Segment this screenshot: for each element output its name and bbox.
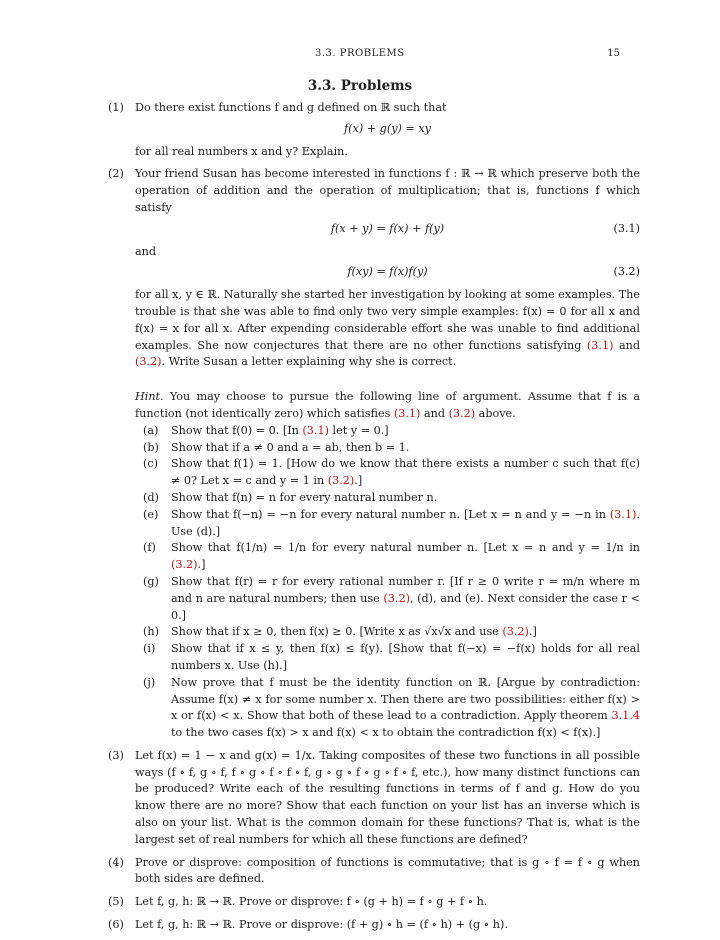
problem-intro: Your friend Susan has become interested in functions f : ℝ → ℝ which preserve both the operation of addition and the operation of multiplication; that is, functions f which satisfy xyxy=(135,167,640,214)
subproblem-g xyxy=(135,574,640,624)
equation-ref-link[interactable]: (3.2) xyxy=(327,474,355,488)
body-text: for all x, y ∈ ℝ. Naturally she started her investigation by looking at some examples. The trouble is that she was able to find only two very simple examples: f(x) = 0 for all x and f(x) = x for all x. After expending considerable effort she was unable to find additional examples. She now conjectures that there are no other functions satisfying xyxy=(135,288,640,352)
problem-number: (2) xyxy=(108,167,124,181)
subproblem-label: (h) xyxy=(143,625,159,639)
subproblem-text: Show that if x ≤ y, then f(x) ≤ f(y). [Show that f(−x) = −f(x) holds for all real numbers x. Use (h).] xyxy=(171,642,640,672)
equation-text: f(xy) = f(x)f(y) xyxy=(347,265,428,279)
subproblem-b xyxy=(135,440,640,457)
subproblem-a xyxy=(135,423,640,440)
subproblem-text-end: .] xyxy=(528,625,537,639)
problem-number: (6) xyxy=(108,918,124,932)
problem-list xyxy=(108,100,640,940)
problem-text: Let f, g, h: ℝ → ℝ. Prove or disprove: (f + g) ∘ h = (f ∘ h) + (g ∘ h). xyxy=(135,918,508,932)
subproblem-label: (f) xyxy=(143,541,156,555)
problem-5 xyxy=(108,894,640,911)
subproblem-label: (a) xyxy=(143,423,159,437)
equation-ref-link[interactable]: (3.2) xyxy=(448,406,476,420)
and-word: and xyxy=(423,406,446,420)
subproblem-text: Now prove that f must be the identity function on ℝ. [Argue by contradiction: Assume f(x) ≠ x for some number x. Then there are two possibilities: either f(x) > x or f(x) < x. Show that both of these lead to a contradiction. Apply theorem xyxy=(171,675,640,723)
subproblem-i xyxy=(135,641,640,675)
hint-label: Hint. xyxy=(135,390,164,404)
subproblem-f xyxy=(135,540,640,574)
equation-ref-link[interactable]: (3.2) xyxy=(383,591,410,605)
subproblem-text-end: , (d), and (e). Next consider the case r < 0.] xyxy=(171,591,640,622)
problem-number: (4) xyxy=(108,855,124,869)
problem-6 xyxy=(108,917,640,934)
problem-text-after: for all real numbers x and y? Explain. xyxy=(135,144,348,158)
problem-1 xyxy=(108,100,640,160)
hint-paragraph xyxy=(135,389,640,423)
subproblem-text: Show that if a ≠ 0 and a = ab, then b = 1. xyxy=(171,440,410,454)
and-word: and xyxy=(618,338,641,352)
theorem-ref-link[interactable]: 3.1.4 xyxy=(611,709,640,723)
subproblem-label: (j) xyxy=(143,675,156,689)
problem-number: (3) xyxy=(108,748,124,762)
hint-text: You may choose to pursue the following line of argument. Assume that f is a function (not identically zero) which satisfies xyxy=(135,390,641,420)
subproblem-d xyxy=(135,490,640,507)
subproblem-label: (e) xyxy=(143,507,159,521)
problem-2 xyxy=(108,166,640,742)
subproblem-text: Show that f(r) = r for every rational number r. [If r ≥ 0 write r = m/n where m and n are natural numbers; then use xyxy=(171,574,640,605)
problem-text: Let f, g, h: ℝ → ℝ. Prove or disprove: f ∘ (g + h) = f ∘ g + f ∘ h. xyxy=(135,895,488,909)
subproblem-text: Show that f(−n) = −n for every natural number n. [Let x = n and y = −n in xyxy=(171,507,606,521)
subproblem-c xyxy=(135,456,640,490)
subproblem-text: Show that f(1/n) = 1/n for every natural number n. [Let x = n and y = 1/n in xyxy=(171,541,640,555)
subproblem-h xyxy=(135,624,640,641)
equation-text: f(x + y) = f(x) + f(y) xyxy=(330,221,445,235)
equation-ref-link[interactable]: (3.2) xyxy=(502,625,529,639)
equation-number: (3.2) xyxy=(613,265,640,279)
subproblem-text-end: .] xyxy=(354,474,363,488)
subproblem-text: Show that if x ≥ 0, then f(x) ≥ 0. [Write x as √x√x and use xyxy=(171,625,499,639)
problem-number: (5) xyxy=(108,895,124,909)
subproblem-text-end: to the two cases f(x) > x and f(x) < x to obtain the contradiction f(x) < f(x).] xyxy=(171,726,601,740)
equation-3-1 xyxy=(135,221,640,238)
subproblem-e xyxy=(135,507,640,541)
subproblem-text-end: let y = 0.] xyxy=(332,423,389,437)
equation-ref-link[interactable]: (3.1) xyxy=(609,507,637,521)
subproblem-label: (b) xyxy=(143,440,159,454)
equation-ref-link[interactable]: (3.2) xyxy=(171,558,198,572)
problem-body xyxy=(135,287,640,371)
display-equation: f(x) + g(y) = xy xyxy=(344,121,431,135)
subproblem-text-end: .] xyxy=(197,558,206,572)
equation-3-2 xyxy=(135,264,640,281)
problem-number: (1) xyxy=(108,101,124,114)
running-title: 3.3. PROBLEMS xyxy=(315,48,405,59)
equation-number: (3.1) xyxy=(613,221,640,235)
subproblem-j xyxy=(135,675,640,742)
subproblem-label: (g) xyxy=(143,574,159,588)
subproblem-text-end: . Use (d).] xyxy=(171,507,641,538)
subproblem-text: Show that f(0) = 0. [In xyxy=(171,423,299,437)
problem-text: Let f(x) = 1 − x and g(x) = 1/x. Taking composites of these two functions in all possible ways (f ∘ f, g ∘ f, f ∘ g ∘ f ∘ f ∘ f, g ∘ g ∘ f ∘ g ∘ f ∘ f, etc.), how many distinct functions can be produced? Write each of the resulting functions in terms of f and g. How do you know there are no more? Show that each function on your list has an inverse which is also on your list. What is the common domain for these functions? That is, what is the largest set of real numbers for which all these functions are defined? xyxy=(135,748,640,846)
subproblem-label: (c) xyxy=(143,457,158,471)
hint-text-end: above. xyxy=(478,406,516,420)
subproblem-text: Show that f(1) = 1. [How do we know that there exists a number c such that f(c) ≠ 0? Let x = c and y = 1 in xyxy=(171,457,640,488)
subproblem-label: (d) xyxy=(143,490,159,504)
problem-text: Do there exist functions f and g defined on ℝ such that xyxy=(135,101,447,114)
problem-4 xyxy=(108,855,640,889)
and-word: and xyxy=(135,244,157,258)
body-text: . Write Susan a letter explaining why she is correct. xyxy=(161,355,457,369)
subproblem-text: Show that f(n) = n for every natural number n. xyxy=(171,490,438,504)
equation-ref-link[interactable]: (3.1) xyxy=(393,406,421,420)
problem-3 xyxy=(108,748,640,849)
equation-ref-link[interactable]: (3.1) xyxy=(302,423,329,437)
subproblem-label: (i) xyxy=(143,642,156,656)
page-number: 15 xyxy=(607,48,620,59)
equation-ref-link[interactable]: (3.1) xyxy=(586,338,614,352)
section-title: 3.3. Problems xyxy=(307,78,413,94)
problem-text: Prove or disprove: composition of functions is commutative; that is g ∘ f = f ∘ g when both sides are defined. xyxy=(135,855,640,886)
equation-ref-link[interactable]: (3.2) xyxy=(135,355,162,369)
